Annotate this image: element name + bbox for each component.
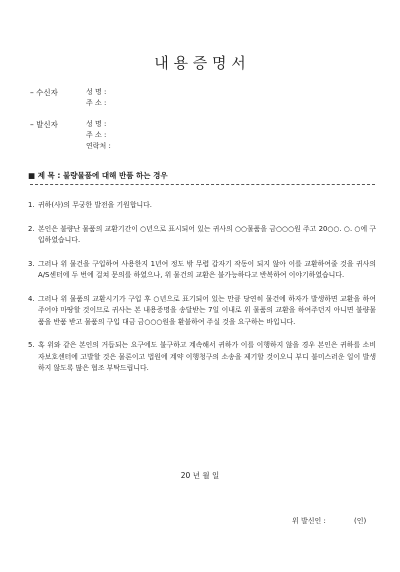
recipient-name-label: 성 명 : bbox=[86, 88, 107, 96]
item-number: 3. bbox=[28, 259, 35, 268]
recipient-label: – 수신자 bbox=[30, 88, 58, 97]
item-number: 4. bbox=[28, 294, 35, 303]
recipient-address-label: 주 소 : bbox=[86, 99, 107, 107]
list-item bbox=[28, 340, 376, 375]
document-subject: ■ 제 목 : 불량물품에 대해 반품 하는 경우 bbox=[28, 171, 168, 180]
list-item bbox=[28, 200, 376, 212]
document-title: 내 용 증 명 서 bbox=[154, 54, 246, 72]
item-text: 귀하(사)의 무궁한 발전을 기원합니다. bbox=[38, 201, 152, 209]
item-number: 5. bbox=[28, 341, 35, 349]
sender-name-label: 성 명 : bbox=[86, 120, 107, 128]
item-text: 그러나 위 물건을 구입하여 사용한지 1년여 정도 밖 무렵 갑자기 작동이 되지 않아 이를 교환하여줄 것을 귀사의 A/S센터에 두 번에 걸쳐 문의를 하였으나, 위 물건의 교환은 불가능하다고 반복하여 이야기하였습니다. bbox=[38, 259, 376, 279]
item-text: 그러나 위 물품의 교환시기가 구입 후 ○년으로 표기되어 있는 만큼 당연히 물건에 하자가 발생하면 교환을 하여주어야 마땅할 것이므로 귀사는 본 내용증명을 송달받는 7일 이내로 위 물품의 교환을 하여주던지 아니면 불량물품을 반품 받고 물품의 구입 대금 금○○○원을 환불하여 주실 것을 요구하는 바입니다. bbox=[38, 294, 376, 326]
list-item bbox=[28, 224, 376, 247]
item-number: 1. bbox=[28, 201, 35, 209]
item-text: 본인은 불량난 물품의 교환기간이 ○년으로 표시되어 있는 귀사의 ○○물품을 금○○○원 주고 20○○. ○. ○에 구입하였습니다. bbox=[38, 224, 376, 244]
document-date: 20 년 월 일 bbox=[180, 471, 220, 480]
item-text: 혹 위와 같은 본인의 거듭되는 요구에도 불구하고 계속해서 귀하가 이를 이행하지 않을 경우 본인은 귀하를 소비자보호센터에 고발할 것은 물론이고 법원에 계약 이행청구의 소송을 제기할 것이오니 부디 불미스러운 일이 발생하지 않도록 많은 협조 부탁드립니다. bbox=[38, 341, 376, 372]
list-item bbox=[28, 294, 376, 329]
sender-address-label: 주 소 : bbox=[86, 131, 107, 139]
list-item bbox=[28, 259, 376, 282]
seal-mark: (인) bbox=[354, 517, 367, 525]
sender-contact-label: 연락처 : bbox=[86, 142, 111, 150]
dashed-divider bbox=[30, 184, 375, 185]
signature-label: 위 발신인 : bbox=[292, 517, 326, 525]
sender-label: – 발신자 bbox=[30, 120, 58, 129]
body-items bbox=[28, 200, 376, 387]
item-number: 2. bbox=[28, 224, 35, 233]
